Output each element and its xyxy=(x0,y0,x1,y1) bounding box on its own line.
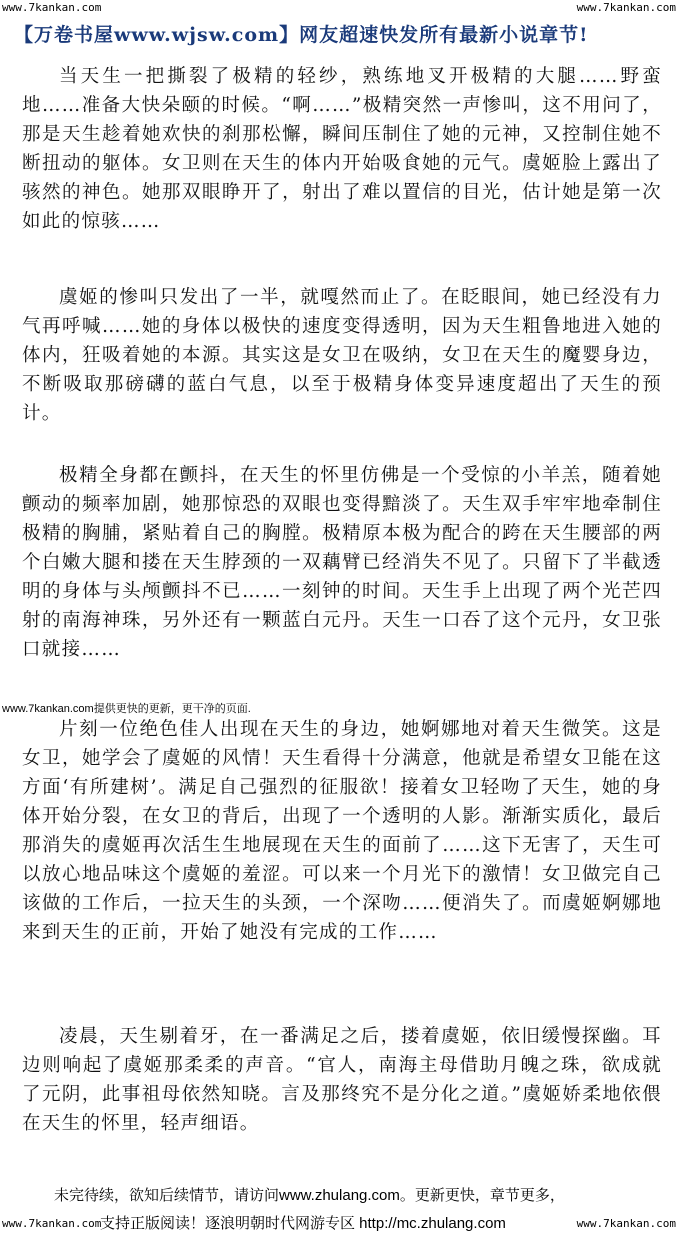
paragraph-4: 片刻一位绝色佳人出现在天生的身边，她婀娜地对着天生微笑。这是女卫，她学会了虞姬的风情！天生看得十分满意，他就是希望女卫能在这方面‘有所建树’。满足自己强烈的征服欲！接着女卫轻吻了天生，她的身体开始分裂，在女卫的背后，出现了一个透明的人影。渐渐实质化，最后那消失的虞姬再次活生生地展现在天生的面前了……这下无害了，天生可以放心地品味这个虞姬的羞涩。可以来一个月光下的激情！女卫做完自己该做的工作后，一拉天生的头颈，一个深吻……便消失了。而虞姬婀娜地来到天生的正前，开始了她没有完成的工作…… xyxy=(22,719,662,943)
site-header-banner: 【万卷书屋www.wjsw.com】网友超速快发所有最新小说章节! xyxy=(14,24,589,46)
watermark-top-left: www.7kankan.com xyxy=(2,1,102,14)
paragraph-1: 当天生一把撕裂了极精的轻纱，熟练地叉开极精的大腿……野蛮地……准备大快朵颐的时候。“啊……”极精突然一声惨叫，这不用问了，那是天生趁着她欢快的刹那松懈，瞬间压制住了她的元神，又控制住她不断扭动的躯体。女卫则在天生的体内开始吸食她的元气。虞姬脸上露出了骇然的神色。她那双眼睁开了，射出了难以置信的目光，估计她是第一次如此的惊骇…… xyxy=(22,66,662,232)
watermark-bottom-left: www.7kankan.com xyxy=(2,1217,102,1230)
watermark-top-right: www.7kankan.com xyxy=(576,1,676,14)
paragraph-5: 凌晨，天生剔着牙，在一番满足之后，搂着虞姬，依旧缓慢探幽。耳边则响起了虞姬那柔柔的声音。“官人，南海主母借助月魄之珠，欲成就了元阴，此事祖母依然知晓。言及那终究不是分化之道。”虞姬娇柔地依偎在天生的怀里，轻声细语。 xyxy=(22,1026,662,1134)
paragraph-2: 虞姬的惨叫只发出了一半，就嘎然而止了。在眨眼间，她已经没有力气再呼喊……她的身体以极快的速度变得透明，因为天生粗鲁地进入她的体内，狂吸着她的本源。其实这是女卫在吸纳，女卫在天生的魔婴身边，不断吸取那磅礴的蓝白气息，以至于极精身体变异速度超出了天生的预计。 xyxy=(22,287,662,424)
footer-support-link[interactable]: 支持正版阅读！逐浪明朝时代网游专区 http://mc.zhulang.com xyxy=(100,1215,506,1232)
footer-continue-notice[interactable]: 未完待续，欲知后续情节，请访问www.zhulang.com。更新更快，章节更多， xyxy=(54,1187,565,1204)
paragraph-3: 极精全身都在颤抖，在天生的怀里仿佛是一个受惊的小羊羔，随着她颤动的频率加剧，她那惊恐的双眼也变得黯淡了。天生双手牢牢地牵制住极精的胸脯，紧贴着自己的胸膛。极精原本极为配合的跨在天生腰部的两个白嫩大腿和搂在天生脖颈的一双藕臂已经消失不见了。只留下了半截透明的身体与头颅颤抖不已……一刻钟的时间。天生手上出现了两个光芒四射的南海神珠，另外还有一颗蓝白元丹。天生一口吞了这个元丹，女卫张口就接…… xyxy=(22,465,662,660)
ad-line[interactable]: www.7kankan.com提供更快的更新，更干净的页面. xyxy=(2,703,251,715)
watermark-bottom-right: www.7kankan.com xyxy=(576,1217,676,1230)
